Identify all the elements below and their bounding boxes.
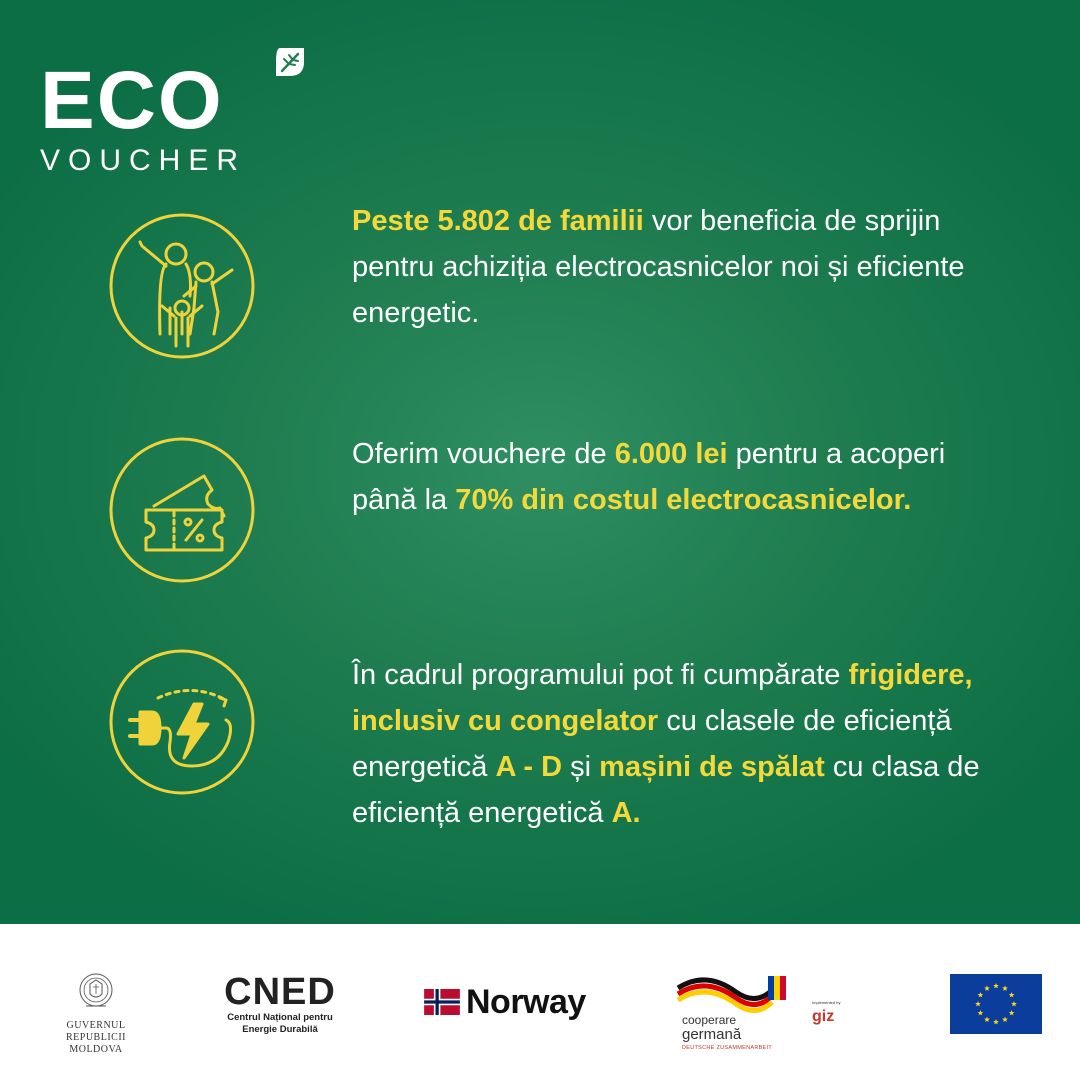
voucher-text-1: Oferim vouchere de bbox=[352, 438, 615, 470]
government-moldova-logo bbox=[44, 970, 148, 1066]
fridges-highlight: frigidere, inclusiv cu congelator bbox=[352, 659, 973, 737]
class-ad-highlight: A - D bbox=[495, 751, 563, 783]
german-cooperation-logo bbox=[676, 970, 796, 1060]
coop-line1: cooperare bbox=[682, 1013, 737, 1027]
eu-flag-icon bbox=[950, 974, 1042, 1034]
coop-line2: germană bbox=[682, 1026, 742, 1043]
logo-eco-text: ECO bbox=[40, 55, 224, 146]
gov-text-line1: GUVERNUL bbox=[66, 1020, 126, 1031]
energy-plug-icon bbox=[108, 648, 256, 796]
appliances-text-4: cu clasa de eficiență energetică bbox=[352, 751, 980, 829]
cned-logo bbox=[220, 972, 340, 1036]
coop-line3: DEUTSCHE ZUSAMMENARBEIT bbox=[682, 1045, 773, 1051]
coop-text bbox=[682, 1014, 772, 1055]
voucher-text-2: pentru a acoperi până la bbox=[352, 438, 946, 516]
gov-text-line2: REPUBLICII MOLDOVA bbox=[66, 1032, 126, 1055]
washing-machines-highlight: mașini de spălat bbox=[599, 751, 825, 783]
norway-text: Norway bbox=[466, 982, 586, 1021]
family-icon bbox=[108, 212, 256, 360]
voucher-amount-highlight: 6.000 lei bbox=[614, 438, 728, 470]
giz-implemented-text: Implemented by bbox=[812, 1000, 841, 1005]
giz-logo bbox=[812, 1000, 892, 1030]
partners-footer bbox=[0, 924, 1080, 1080]
voucher-ticket-icon bbox=[108, 436, 256, 584]
coat-of-arms-icon bbox=[76, 970, 116, 1016]
voucher-percent-highlight: 70% din costul electrocasnicelor. bbox=[455, 484, 912, 516]
cned-logo-text: CNED bbox=[224, 971, 336, 1013]
cned-sub-line2: Energie Durabilă bbox=[242, 1024, 318, 1035]
appliances-text-3: și bbox=[562, 751, 600, 783]
families-highlight: Peste 5.802 de familii bbox=[352, 205, 644, 237]
leaf-icon bbox=[272, 44, 308, 80]
info-text-families bbox=[352, 198, 992, 336]
appliances-text-2: cu clasele de eficiență energetică bbox=[352, 705, 952, 783]
cned-sub-line1: Centrul Național pentru bbox=[227, 1012, 333, 1023]
logo-voucher-text: VOUCHER bbox=[40, 144, 247, 177]
info-text-voucher bbox=[352, 431, 992, 523]
families-text: vor beneficia de sprijin pentru achiziția electrocasnicelor noi și eficiente energetic. bbox=[352, 205, 965, 329]
appliances-text-1: În cadrul programului pot fi cumpărate bbox=[352, 659, 849, 691]
norway-logo bbox=[424, 982, 586, 1022]
class-a-highlight: A. bbox=[611, 797, 641, 829]
info-text-appliances bbox=[352, 652, 992, 836]
norway-flag-icon bbox=[424, 989, 460, 1015]
giz-text: giz bbox=[812, 1008, 835, 1025]
german-moldova-flag-ribbon-icon bbox=[676, 970, 786, 1014]
eco-voucher-logo bbox=[40, 55, 320, 180]
